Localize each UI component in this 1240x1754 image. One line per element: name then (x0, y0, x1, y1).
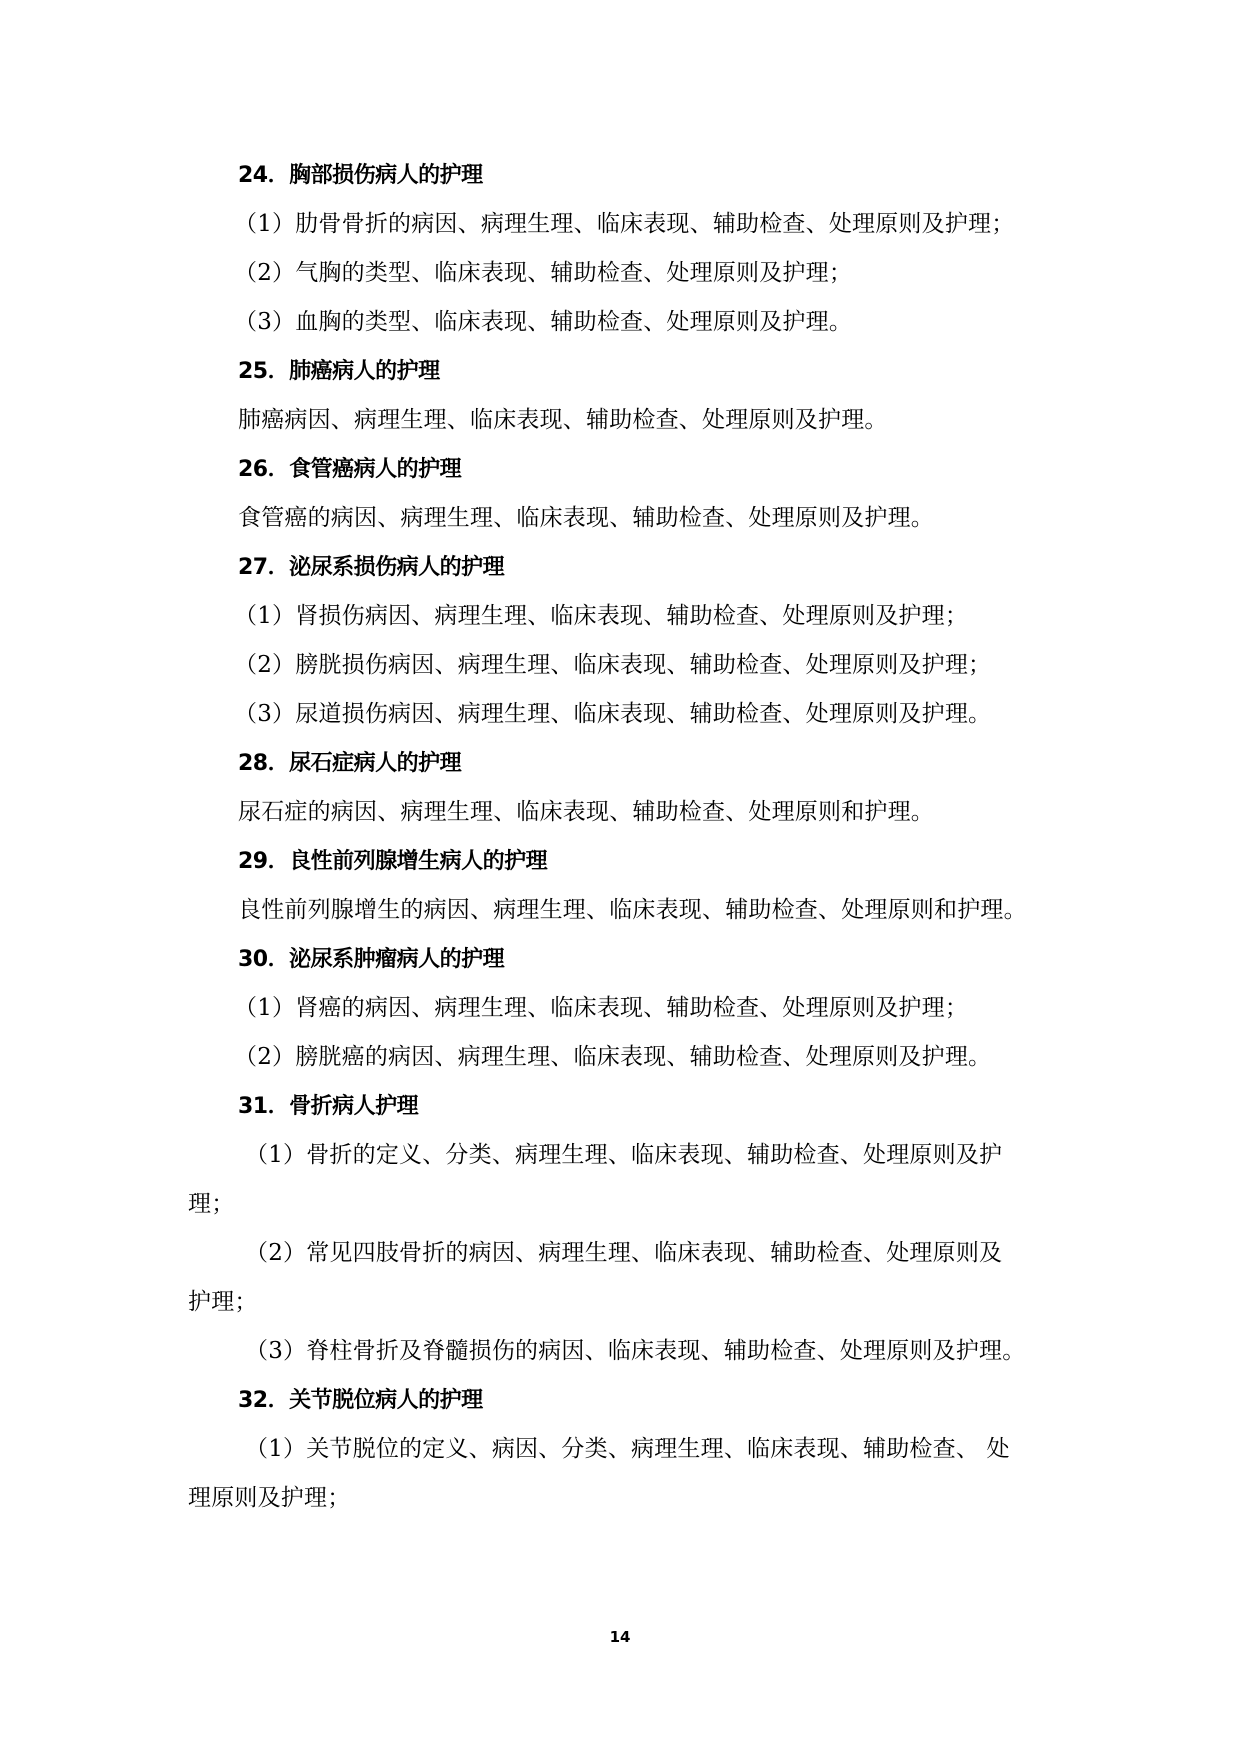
list-item: （1）肋骨骨折的病因、病理生理、临床表现、辅助检查、处理原则及护理； (234, 211, 1015, 237)
list-item: （1）肾损伤病因、病理生理、临床表现、辅助检查、处理原则及护理； (234, 603, 969, 629)
section-heading-27: 27．泌尿系损伤病人的护理 (238, 555, 505, 580)
section-body: 食管癌的病因、病理生理、临床表现、辅助检查、处理原则及护理。 (238, 505, 934, 531)
section-heading-31: 31．骨折病人护理 (238, 1094, 419, 1119)
section-heading-32: 32．关节脱位病人的护理 (238, 1388, 483, 1413)
page-number: 14 (609, 1628, 631, 1646)
section-heading-29: 29．良性前列腺增生病人的护理 (238, 849, 548, 874)
section-heading-25: 25．肺癌病人的护理 (238, 359, 440, 384)
list-item: （1）关节脱位的定义、病因、分类、病理生理、临床表现、辅助检查、 处 (245, 1436, 1010, 1462)
section-heading-28: 28．尿石症病人的护理 (238, 751, 462, 776)
list-item-continuation: 护理； (188, 1289, 258, 1315)
section-body: 尿石症的病因、病理生理、临床表现、辅助检查、处理原则和护理。 (238, 799, 934, 825)
section-body: 肺癌病因、病理生理、临床表现、辅助检查、处理原则及护理。 (238, 407, 888, 433)
list-item-continuation: 理原则及护理； (188, 1485, 351, 1511)
list-item: （1）肾癌的病因、病理生理、临床表现、辅助检查、处理原则及护理； (234, 995, 969, 1021)
list-item: （2）膀胱损伤病因、病理生理、临床表现、辅助检查、处理原则及护理； (234, 652, 992, 678)
section-body: 良性前列腺增生的病因、病理生理、临床表现、辅助检查、处理原则和护理。 (238, 897, 1027, 923)
section-heading-26: 26．食管癌病人的护理 (238, 457, 462, 482)
section-heading-24: 24．胸部损伤病人的护理 (238, 163, 483, 188)
section-heading-30: 30．泌尿系肿瘤病人的护理 (238, 947, 505, 972)
list-item: （2）常见四肢骨折的病因、病理生理、临床表现、辅助检查、处理原则及 (245, 1240, 1003, 1266)
page-content (188, 151, 1058, 1523)
list-item: （2）气胸的类型、临床表现、辅助检查、处理原则及护理； (234, 260, 853, 286)
list-item: （2）膀胱癌的病因、病理生理、临床表现、辅助检查、处理原则及护理。 (234, 1044, 992, 1070)
list-item: （3）尿道损伤病因、病理生理、临床表现、辅助检查、处理原则及护理。 (234, 701, 992, 727)
list-item: （1）骨折的定义、分类、病理生理、临床表现、辅助检查、处理原则及护 (245, 1142, 1003, 1168)
list-item: （3）血胸的类型、临床表现、辅助检查、处理原则及护理。 (234, 309, 853, 335)
list-item-continuation: 理； (188, 1191, 235, 1217)
list-item: （3）脊柱骨折及脊髓损伤的病因、临床表现、辅助检查、处理原则及护理。 (245, 1338, 1026, 1364)
